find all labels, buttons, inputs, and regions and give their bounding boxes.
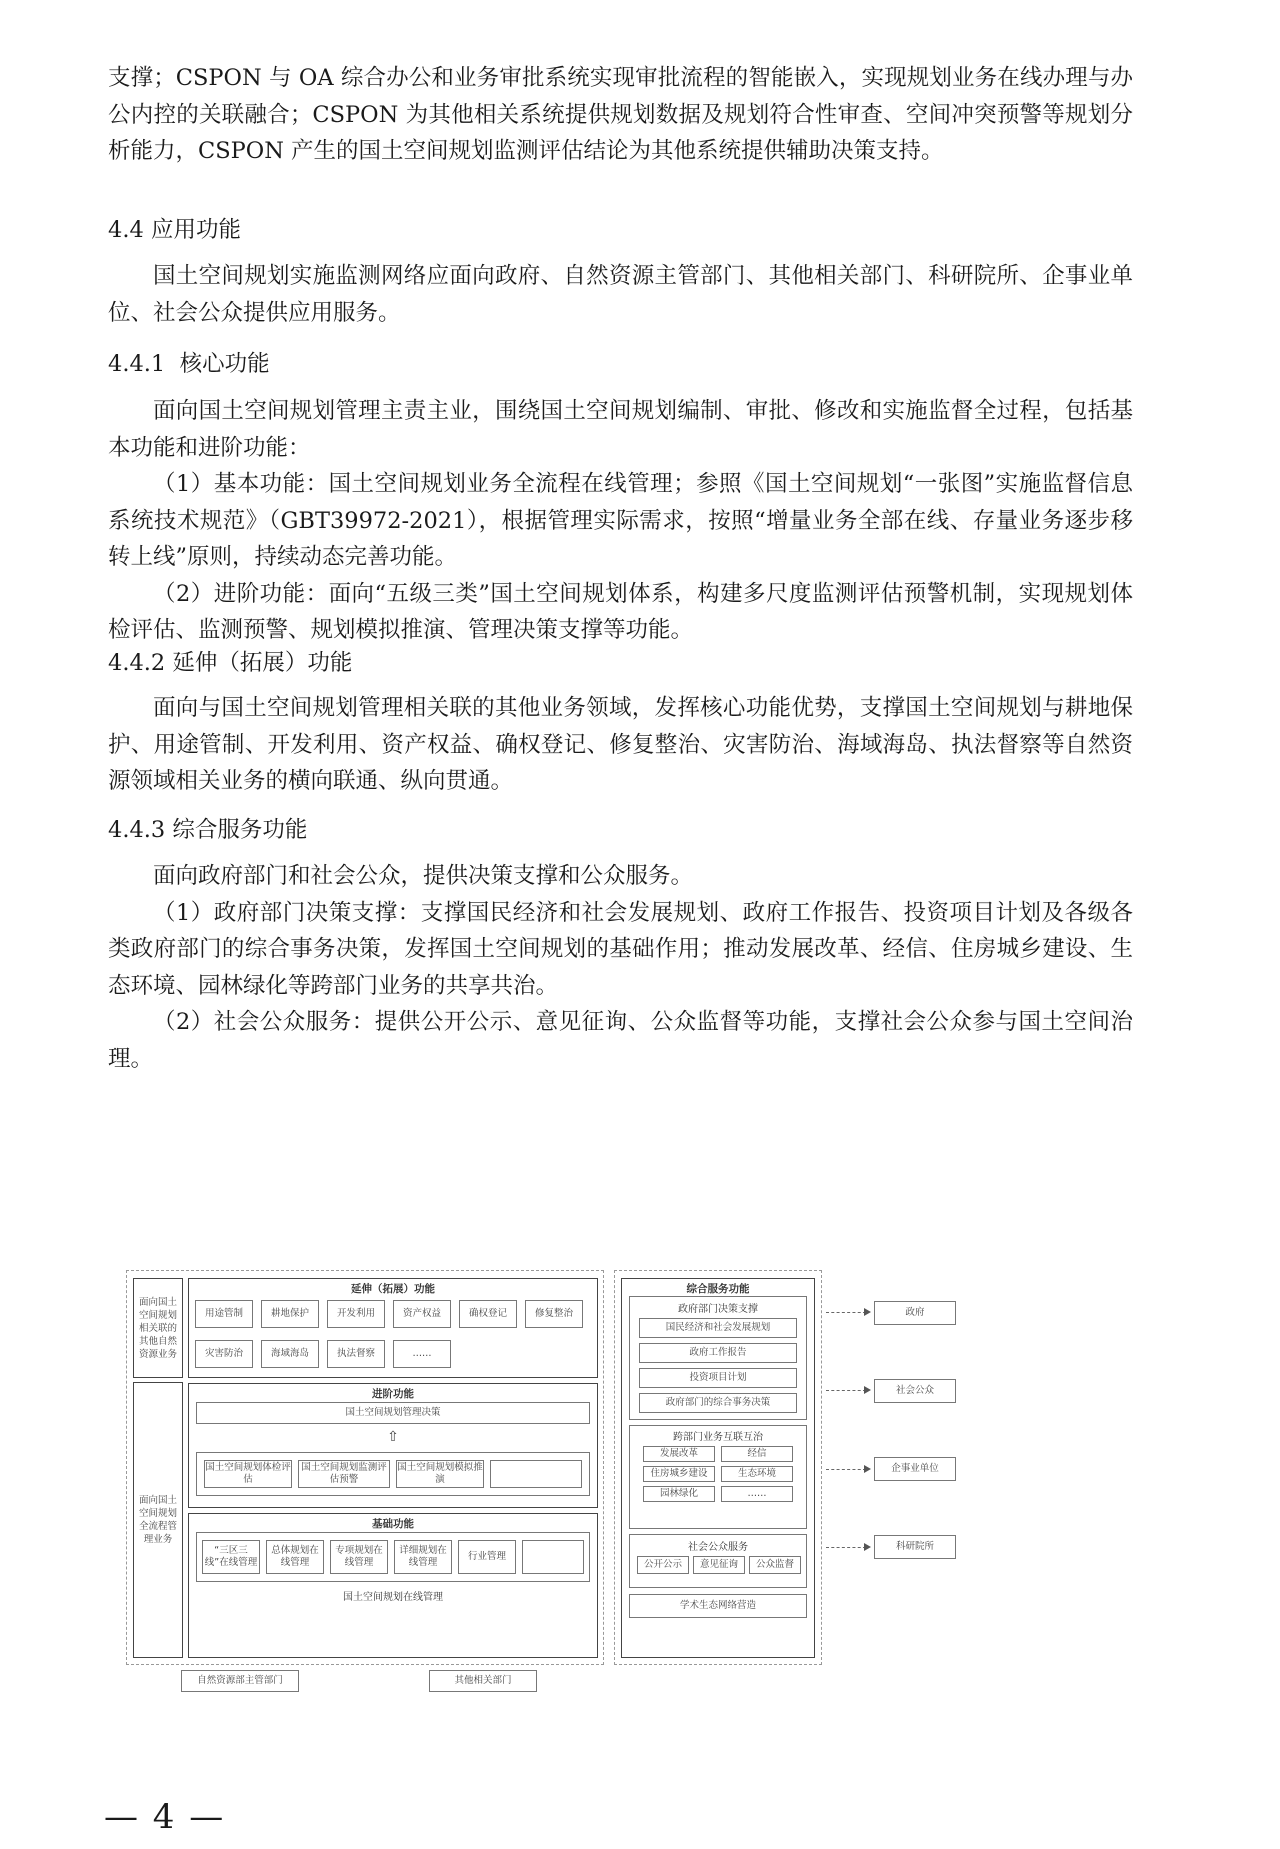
arrow-right-icon bbox=[864, 1465, 871, 1473]
heading-number: 4.4.2 bbox=[108, 650, 166, 676]
bottom-target-box: 自然资源部主管部门 bbox=[181, 1670, 299, 1692]
gov-item: 国民经济和社会发展规划 bbox=[639, 1318, 797, 1338]
paragraph: （2）进阶功能：面向“五级三类”国土空间规划体系，构建多尺度监测评估预警机制，实现规划体检评估、监测预警、规划模拟推演、管理决策支撑等功能。 bbox=[108, 580, 1133, 643]
advanced-title: 进阶功能 bbox=[372, 1388, 414, 1400]
basic-item: 专项规划在线管理 bbox=[330, 1540, 388, 1574]
body-text-block bbox=[108, 858, 1133, 1077]
side-label-top: 面向国土空间规划相关联的其他自然资源业务 bbox=[139, 1296, 178, 1360]
body-text-block bbox=[108, 690, 1133, 800]
services-title: 综合服务功能 bbox=[686, 1283, 750, 1295]
extension-item: 确权登记 bbox=[459, 1300, 517, 1328]
body-text-block bbox=[108, 60, 1133, 170]
cross-item: 发展改革 bbox=[643, 1446, 715, 1462]
basic-item: 详细规划在线管理 bbox=[394, 1540, 452, 1574]
section-heading bbox=[108, 346, 270, 378]
target-box: 社会公众 bbox=[874, 1379, 956, 1403]
basic-item: 总体规划在线管理 bbox=[266, 1540, 324, 1574]
basic-item: 行业管理 bbox=[458, 1540, 516, 1574]
heading-title: 综合服务功能 bbox=[172, 817, 308, 843]
gov-item: 投资项目计划 bbox=[639, 1368, 797, 1388]
advanced-item: 国土空间规划监测评估预警 bbox=[298, 1460, 390, 1488]
advanced-item: 国土空间规划模拟推演 bbox=[396, 1460, 484, 1488]
arrow-right-icon bbox=[864, 1543, 871, 1551]
heading-title: 延伸（拓展）功能 bbox=[172, 650, 353, 676]
cross-item: 生态环境 bbox=[721, 1466, 793, 1482]
connector bbox=[826, 1547, 866, 1548]
section-heading bbox=[108, 645, 352, 677]
extension-title: 延伸（拓展）功能 bbox=[351, 1283, 435, 1295]
paragraph: 面向与国土空间规划管理相关联的其他业务领域，发挥核心功能优势，支撑国土空间规划与耕地保护、用途管制、开发利用、资产权益、确权登记、修复整治、灾害防治、海域海岛、执法督察等自然资源领域相关业务的横向联通、纵向贯通。 bbox=[108, 695, 1133, 794]
public-item: 公开公示 bbox=[637, 1556, 689, 1574]
extension-item: 海域海岛 bbox=[261, 1340, 319, 1368]
paragraph: 面向国土空间规划管理主责主业，围绕国土空间规划编制、审批、修改和实施监督全过程，包括基本功能和进阶功能： bbox=[108, 398, 1133, 461]
advanced-top-item: 国土空间规划管理决策 bbox=[196, 1402, 590, 1424]
target-box: 政府 bbox=[874, 1301, 956, 1325]
function-diagram bbox=[126, 1270, 996, 1695]
basic-item: “三区三线”在线管理 bbox=[202, 1540, 260, 1574]
arrow-right-icon bbox=[864, 1308, 871, 1316]
body-text-block bbox=[108, 258, 1133, 331]
heading-title: 应用功能 bbox=[150, 217, 241, 243]
paragraph: 支撑；CSPON 与 OA 综合办公和业务审批系统实现审批流程的智能嵌入，实现规划业务在线办理与办公内控的关联融合；CSPON 为其他相关系统提供规划数据及规划符合性审查、空间冲突预警等规划分析能力，CSPON 产生的国土空间规划监测评估结论为其他系统提供辅助决策支持。 bbox=[108, 65, 1133, 164]
cross-item: 经信 bbox=[721, 1446, 793, 1462]
gov-item: 政府部门的综合事务决策 bbox=[639, 1393, 797, 1413]
extension-item: …… bbox=[393, 1340, 451, 1368]
paragraph: （1）政府部门决策支撑：支撑国民经济和社会发展规划、政府工作报告、投资项目计划及各级各类政府部门的综合事务决策，发挥国土空间规划的基础作用；推动发展改革、经信、住房城乡建设、生态环境、园林绿化等跨部门业务的共享共治。 bbox=[108, 899, 1133, 999]
extension-item: 修复整治 bbox=[525, 1300, 583, 1328]
heading-title: 核心功能 bbox=[179, 351, 270, 377]
extension-item: 执法督察 bbox=[327, 1340, 385, 1368]
gov-support-title: 政府部门决策支撑 bbox=[678, 1304, 758, 1315]
paragraph: 国土空间规划实施监测网络应面向政府、自然资源主管部门、其他相关部门、科研院所、企事业单位、社会公众提供应用服务。 bbox=[108, 263, 1133, 326]
extension-item: 资产权益 bbox=[393, 1300, 451, 1328]
public-item: 公众监督 bbox=[749, 1556, 801, 1574]
cross-dept-title: 跨部门业务互联互治 bbox=[673, 1432, 763, 1443]
basic-item bbox=[522, 1540, 584, 1574]
side-label-bottom: 面向国土空间规划全流程管理业务 bbox=[139, 1495, 178, 1545]
cross-item: …… bbox=[721, 1486, 793, 1502]
section-heading bbox=[108, 212, 241, 244]
basic-title: 基础功能 bbox=[372, 1518, 414, 1530]
cross-item: 住房城乡建设 bbox=[643, 1466, 715, 1482]
connector bbox=[826, 1469, 866, 1470]
page-number: — 4 — bbox=[104, 1797, 226, 1837]
paragraph: （1）基本功能：国土空间规划业务全流程在线管理；参照《国土空间规划“一张图”实施监督信息系统技术规范》（GBT39972-2021），根据管理实际需求，按照“增量业务全部在线、存量业务逐步移转上线”原则，持续动态完善功能。 bbox=[108, 471, 1133, 570]
body-text-block bbox=[108, 393, 1133, 649]
extension-item: 用途管制 bbox=[195, 1300, 253, 1328]
heading-number: 4.4.1 bbox=[108, 351, 166, 377]
heading-number: 4.4 bbox=[108, 217, 144, 243]
up-arrow-icon: ⇧ bbox=[387, 1428, 399, 1445]
connector bbox=[826, 1390, 866, 1391]
extension-item: 开发利用 bbox=[327, 1300, 385, 1328]
public-service-title: 社会公众服务 bbox=[688, 1542, 748, 1553]
bottom-target-box: 其他相关部门 bbox=[429, 1670, 537, 1692]
academic-item: 学术生态网络营造 bbox=[629, 1594, 807, 1618]
public-item: 意见征询 bbox=[693, 1556, 745, 1574]
paragraph: （2）社会公众服务：提供公开公示、意见征询、公众监督等功能，支撑社会公众参与国土空间治理。 bbox=[108, 1009, 1133, 1072]
arrow-right-icon bbox=[864, 1386, 871, 1394]
paragraph: 面向政府部门和社会公众，提供决策支撑和公众服务。 bbox=[153, 863, 694, 889]
cross-item: 园林绿化 bbox=[643, 1486, 715, 1502]
target-box: 企事业单位 bbox=[874, 1457, 956, 1481]
heading-number: 4.4.3 bbox=[108, 817, 166, 843]
connector bbox=[826, 1312, 866, 1313]
basic-bottom-label: 国土空间规划在线管理 bbox=[343, 1592, 443, 1603]
extension-item: 灾害防治 bbox=[195, 1340, 253, 1368]
advanced-item: 国土空间规划体检评估 bbox=[204, 1460, 292, 1488]
target-box: 科研院所 bbox=[874, 1535, 956, 1559]
gov-item: 政府工作报告 bbox=[639, 1343, 797, 1363]
advanced-item bbox=[490, 1460, 582, 1488]
extension-item: 耕地保护 bbox=[261, 1300, 319, 1328]
section-heading bbox=[108, 812, 307, 844]
